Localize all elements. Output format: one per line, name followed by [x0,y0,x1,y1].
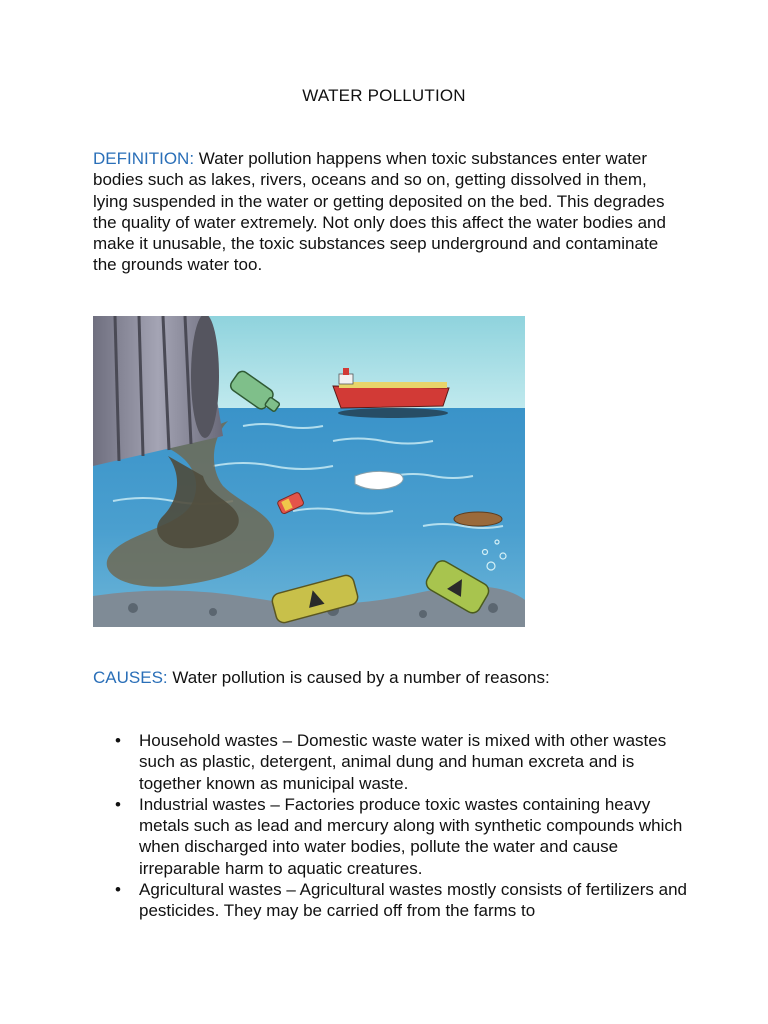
list-item [93,730,693,794]
list-item [93,794,693,879]
causes-paragraph [93,667,683,688]
bullet-icon: • [115,794,121,814]
causes-text: Water pollution is caused by a number of reasons: [167,668,550,687]
definition-text: Water pollution happens when toxic substances enter water bodies such as lakes, rivers, oceans and so on, getting dissolved in them, lying suspended in the water or getting deposited on the bed. This degrades the quality of water extremely. Not only does this affect the water bodies and make it unusable, the toxic substances seep underground and contaminate the grounds water too. [93,149,666,275]
definition-paragraph [93,148,683,276]
document-title: WATER POLLUTION [302,86,466,105]
list-item [93,879,693,922]
definition-label: DEFINITION: [93,149,195,168]
water-pollution-illustration [93,316,525,627]
causes-list [93,730,693,922]
list-item-text: Household wastes – Domestic waste water is mixed with other wastes such as plastic, detergent, animal dung and human excreta and is together known as municipal waste. [139,731,667,793]
causes-label: CAUSES: [93,668,168,687]
list-item-text: Agricultural wastes – Agricultural wastes mostly consists of fertilizers and pesticides. They may be carried off from the farms to [139,880,687,921]
list-item-text: Industrial wastes – Factories produce toxic wastes containing heavy metals such as lead and mercury along with synthetic compounds which when discharged into water bodies, pollute the water and cause irreparable harm to aquatic creatures. [139,794,683,878]
bullet-icon: • [115,731,121,750]
bullet-icon: • [115,880,121,900]
driftwood [454,512,502,526]
